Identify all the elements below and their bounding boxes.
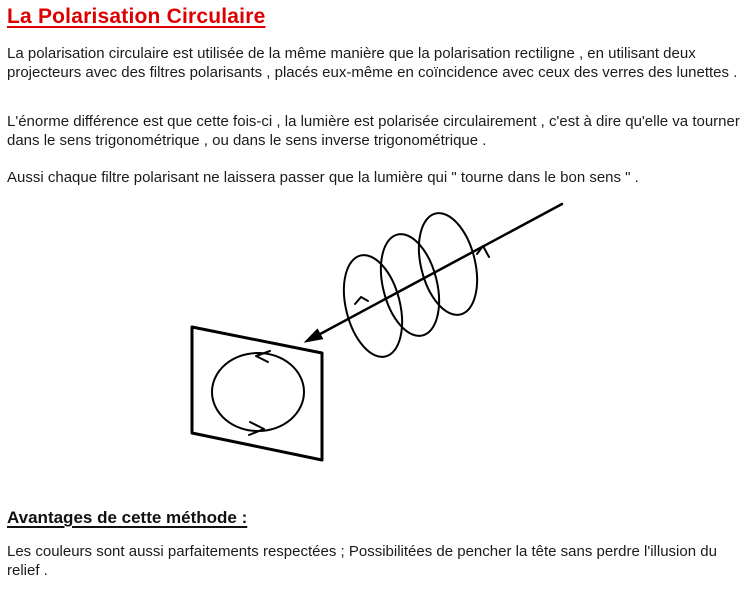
paragraph-intro: La polarisation circulaire est utilisée de la même manière que la polarisation rectiligne , en utilisant deux projecteurs avec des filtres polarisants , placés eux-même en coïncidence avec ceux des verres des lunettes . [7,45,738,81]
light-ray-arrowhead-icon [305,329,323,342]
light-ray-line [309,204,562,340]
light-propagation-arrow [305,204,562,342]
direction-tick-lower-icon [355,297,368,304]
paragraph-advantages: Les couleurs sont aussi parfaitements respectées ; Possibilitées de pencher la tête sans perdre l'illusion du relief . [7,543,717,579]
advantages-heading: Avantages de cette méthode : [7,508,248,527]
page-title: La Polarisation Circulaire [7,5,266,28]
paragraph-difference: L'énorme différence est que cette fois-ci , la lumière est polarisée circulairement , c'est à dire qu'elle va tourner dans le sens trigonométrique , ou dans le sens inverse trigonométrique . [7,113,740,149]
helix-loop-2 [371,228,449,342]
helix-loop-1 [334,249,412,363]
rotation-direction-circle [212,353,304,431]
rotation-arrow-top-icon [256,351,270,362]
helix-coil [334,207,487,363]
helix-loop-3 [409,207,487,321]
polarizing-filter-plane [192,327,322,460]
paragraph-filter-direction: Aussi chaque filtre polarisant ne laissera passer que la lumière qui " tourne dans le bon sens " . [7,169,639,186]
rotation-arrow-bottom-icon [249,422,264,435]
direction-tick-upper-icon [477,246,489,257]
